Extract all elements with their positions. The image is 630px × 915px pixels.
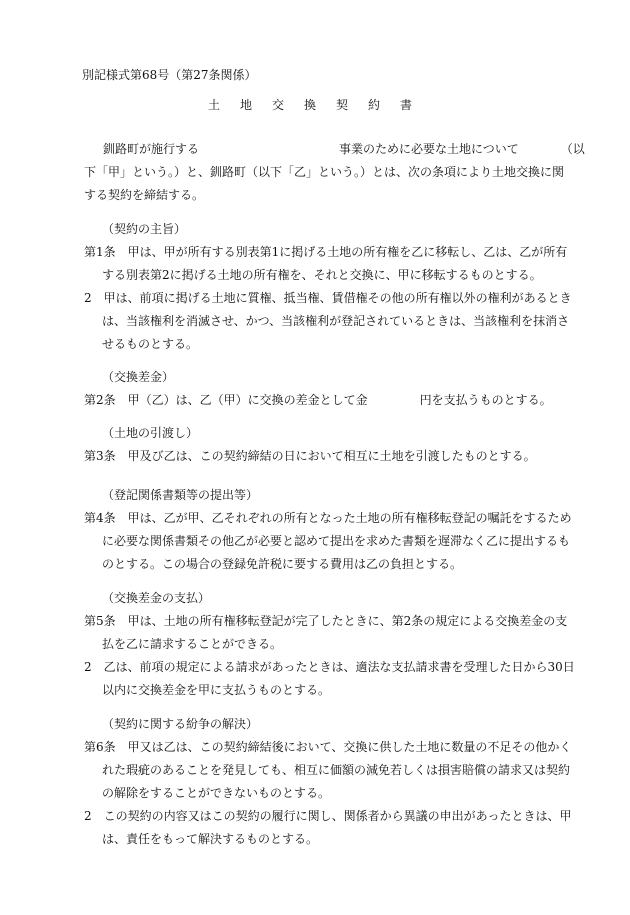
document-title: 土地交換契約書: [207, 98, 432, 112]
article-4-line-1: 第4条 甲は、乙が甲、乙それぞれの所有となった土地の所有権移転登記の嘱託をするため: [84, 511, 572, 525]
article-5-para-2-line-2: 以内に交換差金を甲に支払うものとする。: [102, 683, 331, 697]
intro-text-a: 釧路町が施行する: [103, 142, 200, 156]
intro-line-3: する契約を締結する。: [84, 188, 205, 202]
intro-text-b: 事業のために必要な土地について: [339, 142, 519, 156]
form-number: 別記様式第68号（第27条関係）: [82, 68, 257, 82]
intro-line-2: 下「甲」という。）と、釧路町（以下「乙」という。）とは、次の条項により土地交換に関: [84, 165, 565, 179]
article-5-para-2-line-1: 2 乙は、前項の規定による請求があったときは、適法な支払請求書を受理した日から30日: [84, 660, 575, 674]
article-4-line-2: に必要な関係書類その他乙が必要と認めて提出を求めた書類を遅滞なく乙に提出するも: [102, 534, 571, 548]
intro-line-1: [103, 141, 585, 157]
article-6-line-1: 第6条 甲又は乙は、この契約締結後において、交換に供した土地に数量の不足その他かく: [84, 740, 572, 754]
article-1-para-2-line-3: せるものとする。: [102, 337, 199, 351]
article-5-heading: （交換差金の支払）: [102, 591, 211, 605]
article-1-heading: （契約の主旨）: [102, 222, 187, 236]
article-5-line-1: 第5条 甲は、土地の所有権移転登記が完了したときに、第2条の規定による交換差金の支: [84, 614, 568, 628]
article-4-heading: （登記関係書類等の提出等）: [102, 488, 259, 502]
article-6-para-2-line-2: は、責任をもって解決するものとする。: [102, 832, 319, 846]
article-1-para-2-line-2: は、当該権利を消滅させ、かつ、当該権利が登記されているときは、当該権利を抹消さ: [102, 314, 570, 328]
article-5-line-2: 払を乙に請求することができる。: [102, 637, 283, 651]
article-6-heading: （契約に関する紛争の解決）: [102, 717, 259, 731]
article-1-line-1: 第1条 甲は、甲が所有する別表第1に掲げる土地の所有権を乙に移転し、乙は、乙が所有: [84, 245, 568, 259]
article-6-para-2-line-1: 2 この契約の内容又はこの契約の履行に関し、関係者から異議の申出があったときは、甲: [84, 809, 572, 823]
intro-text-c: （以: [560, 142, 585, 156]
article-3-heading: （土地の引渡し）: [102, 426, 199, 440]
article-6-line-2: れた瑕疵のあることを発見しても、相互に価額の減免若しくは損害賠償の請求又は契約: [102, 763, 571, 777]
article-4-line-3: のとする。この場合の登録免許税に要する費用は乙の負担とする。: [102, 557, 463, 571]
article-2-text-b: 円を支払うものとする。: [419, 393, 552, 407]
article-2-heading: （交換差金）: [102, 370, 175, 384]
article-1-line-2: する別表第2に掲げる土地の所有権を、それと交換に、甲に移転するものとする。: [102, 268, 542, 282]
article-2-text-a: 第2条 甲（乙）は、乙（甲）に交換の差金として金: [84, 393, 368, 407]
article-2-line-1: [84, 392, 552, 408]
article-3-line-1: 第3条 甲及び乙は、この契約締結の日において相互に土地を引渡したものとする。: [84, 449, 536, 463]
article-1-para-2-line-1: 2 甲は、前項に掲げる土地に質権、抵当権、賃借権その他の所有権以外の権利があるとき: [84, 291, 572, 305]
article-6-line-3: の解除をすることができないものとする。: [102, 786, 331, 800]
